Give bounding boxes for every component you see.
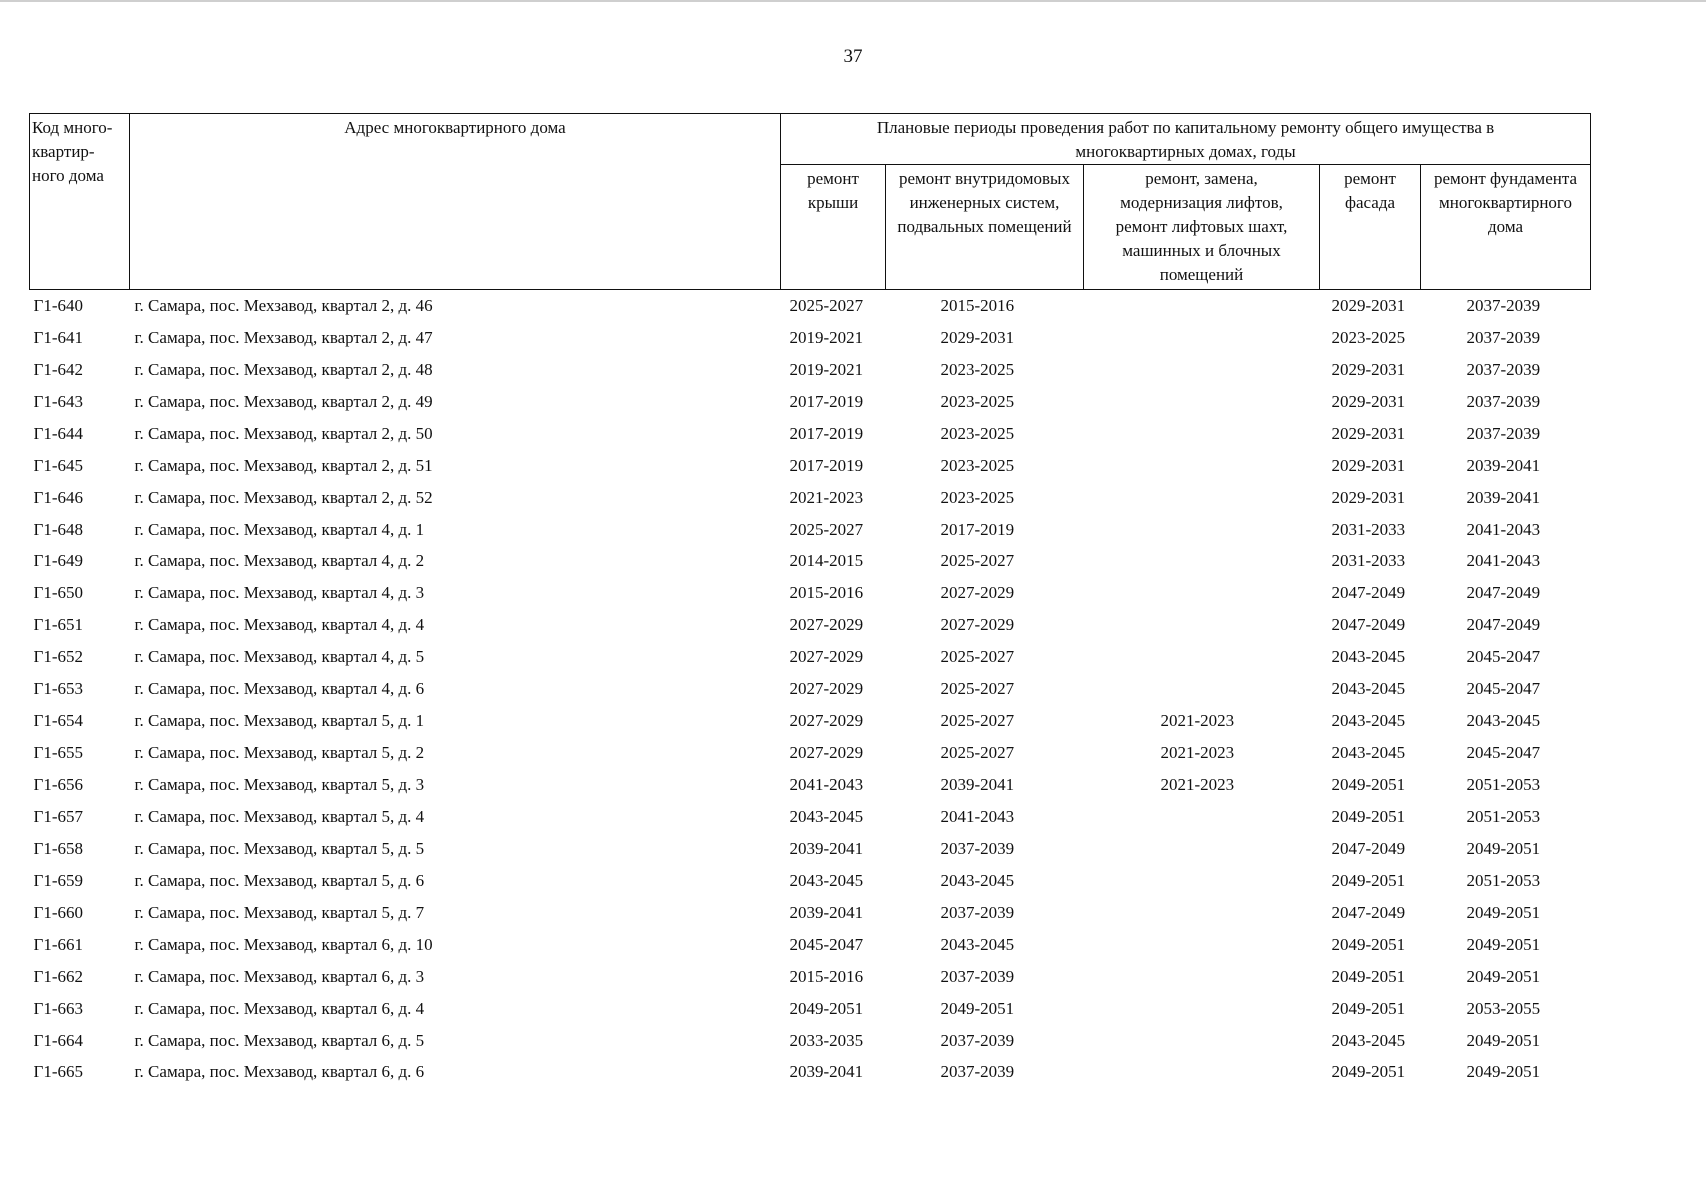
engineering-period-cell: 2043-2045 [940, 870, 1015, 890]
facade-period-cell: 2047-2049 [1331, 615, 1406, 635]
table-row [30, 929, 1591, 961]
table-row [30, 1025, 1591, 1057]
engineering-period-cell: 2043-2045 [940, 934, 1015, 954]
header-engineering: ремонт внутридомовых инженерных систем, подвальных помещений [886, 165, 1084, 290]
table-row [30, 290, 1591, 322]
roof-period-cell: 2014-2015 [789, 551, 864, 571]
foundation-period-cell: 2051-2053 [1466, 870, 1541, 890]
foundation-period-cell: 2037-2039 [1466, 327, 1541, 347]
address-cell: г. Самара, пос. Мехзавод, квартал 5, д. 4 [134, 806, 425, 826]
table-row [30, 769, 1591, 801]
facade-period-cell: 2029-2031 [1331, 391, 1406, 411]
house-code-cell: Г1-642 [33, 359, 83, 379]
facade-period-cell: 2043-2045 [1331, 647, 1406, 667]
roof-period-cell: 2021-2023 [789, 487, 864, 507]
facade-period-cell: 2049-2051 [1331, 934, 1406, 954]
lifts-period-cell [1084, 961, 1320, 993]
facade-period-cell: 2031-2033 [1331, 551, 1406, 571]
table-row [30, 386, 1591, 418]
table-row [30, 705, 1591, 737]
table-row [30, 1057, 1591, 1089]
foundation-period-cell: 2051-2053 [1466, 806, 1541, 826]
roof-period-cell: 2039-2041 [789, 838, 864, 858]
roof-period-cell: 2039-2041 [789, 902, 864, 922]
roof-period-cell: 2027-2029 [789, 743, 864, 763]
table-row [30, 801, 1591, 833]
address-cell: г. Самара, пос. Мехзавод, квартал 2, д. 52 [134, 487, 433, 507]
lifts-period-cell [1084, 1025, 1320, 1057]
page-number: 37 [843, 46, 863, 67]
roof-period-cell: 2019-2021 [789, 359, 864, 379]
lifts-period-cell [1084, 418, 1320, 450]
house-code-cell: Г1-661 [33, 934, 83, 954]
lifts-period-cell [1084, 290, 1320, 322]
facade-period-cell: 2049-2051 [1331, 775, 1406, 795]
lifts-period-cell [1084, 546, 1320, 578]
house-code-cell: Г1-658 [33, 838, 83, 858]
header-roof: ремонт крыши [781, 165, 886, 290]
roof-period-cell: 2043-2045 [789, 870, 864, 890]
lifts-period-cell [1084, 993, 1320, 1025]
house-code-cell: Г1-655 [33, 743, 83, 763]
house-code-cell: Г1-665 [33, 1062, 83, 1082]
foundation-period-cell: 2049-2051 [1466, 934, 1541, 954]
house-code-cell: Г1-643 [33, 391, 83, 411]
facade-period-cell: 2049-2051 [1331, 806, 1406, 826]
lifts-period-cell [1084, 577, 1320, 609]
address-cell: г. Самара, пос. Мехзавод, квартал 6, д. 5 [134, 1030, 425, 1050]
lifts-period-cell: 2021-2023 [1160, 743, 1235, 763]
engineering-period-cell: 2023-2025 [940, 359, 1015, 379]
foundation-period-cell: 2037-2039 [1466, 391, 1541, 411]
lifts-period-cell [1084, 450, 1320, 482]
engineering-period-cell: 2037-2039 [940, 838, 1015, 858]
roof-period-cell: 2049-2051 [789, 998, 864, 1018]
lifts-period-cell [1084, 386, 1320, 418]
table-row [30, 897, 1591, 929]
engineering-period-cell: 2025-2027 [940, 679, 1015, 699]
facade-period-cell: 2043-2045 [1331, 743, 1406, 763]
foundation-period-cell: 2045-2047 [1466, 679, 1541, 699]
facade-period-cell: 2029-2031 [1331, 359, 1406, 379]
address-cell: г. Самара, пос. Мехзавод, квартал 2, д. 50 [134, 423, 433, 443]
house-code-cell: Г1-650 [33, 583, 83, 603]
address-cell: г. Самара, пос. Мехзавод, квартал 2, д. 51 [134, 455, 433, 475]
header-lifts: ремонт, замена, модернизация лифтов, ремонт лифтовых шахт, машинных и блочных помещений [1084, 165, 1320, 290]
house-code-cell: Г1-649 [33, 551, 83, 571]
table-row [30, 577, 1591, 609]
address-cell: г. Самара, пос. Мехзавод, квартал 5, д. 5 [134, 838, 425, 858]
foundation-period-cell: 2049-2051 [1466, 966, 1541, 986]
roof-period-cell: 2033-2035 [789, 1030, 864, 1050]
foundation-period-cell: 2049-2051 [1466, 838, 1541, 858]
roof-period-cell: 2019-2021 [789, 327, 864, 347]
house-code-cell: Г1-656 [33, 775, 83, 795]
address-cell: г. Самара, пос. Мехзавод, квартал 2, д. 48 [134, 359, 433, 379]
house-code-cell: Г1-644 [33, 423, 83, 443]
house-code-cell: Г1-653 [33, 679, 83, 699]
lifts-period-cell [1084, 354, 1320, 386]
address-cell: г. Самара, пос. Мехзавод, квартал 5, д. 3 [134, 775, 425, 795]
lifts-period-cell [1084, 673, 1320, 705]
foundation-period-cell: 2043-2045 [1466, 711, 1541, 731]
facade-period-cell: 2049-2051 [1331, 966, 1406, 986]
engineering-period-cell: 2023-2025 [940, 455, 1015, 475]
house-code-cell: Г1-648 [33, 519, 83, 539]
table-row [30, 514, 1591, 546]
engineering-period-cell: 2017-2019 [940, 519, 1015, 539]
foundation-period-cell: 2047-2049 [1466, 583, 1541, 603]
table-row [30, 865, 1591, 897]
roof-period-cell: 2027-2029 [789, 711, 864, 731]
address-cell: г. Самара, пос. Мехзавод, квартал 6, д. 3 [134, 966, 425, 986]
engineering-period-cell: 2025-2027 [940, 711, 1015, 731]
facade-period-cell: 2043-2045 [1331, 711, 1406, 731]
roof-period-cell: 2039-2041 [789, 1062, 864, 1082]
roof-period-cell: 2015-2016 [789, 583, 864, 603]
roof-period-cell: 2043-2045 [789, 806, 864, 826]
engineering-period-cell: 2025-2027 [940, 551, 1015, 571]
lifts-period-cell [1084, 641, 1320, 673]
facade-period-cell: 2029-2031 [1331, 423, 1406, 443]
lifts-period-cell [1084, 929, 1320, 961]
foundation-period-cell: 2039-2041 [1466, 455, 1541, 475]
table-row [30, 322, 1591, 354]
engineering-period-cell: 2037-2039 [940, 902, 1015, 922]
foundation-period-cell: 2045-2047 [1466, 647, 1541, 667]
facade-period-cell: 2043-2045 [1331, 679, 1406, 699]
house-code-cell: Г1-654 [33, 711, 83, 731]
table-row [30, 993, 1591, 1025]
roof-period-cell: 2017-2019 [789, 455, 864, 475]
house-code-cell: Г1-651 [33, 615, 83, 635]
roof-period-cell: 2027-2029 [789, 647, 864, 667]
address-cell: г. Самара, пос. Мехзавод, квартал 6, д. 6 [134, 1062, 425, 1082]
lifts-period-cell [1084, 897, 1320, 929]
table-row [30, 450, 1591, 482]
address-cell: г. Самара, пос. Мехзавод, квартал 5, д. 1 [134, 711, 425, 731]
foundation-period-cell: 2041-2043 [1466, 519, 1541, 539]
house-code-cell: Г1-662 [33, 966, 83, 986]
facade-period-cell: 2029-2031 [1331, 295, 1406, 315]
foundation-period-cell: 2049-2051 [1466, 902, 1541, 922]
table-row [30, 482, 1591, 514]
roof-period-cell: 2027-2029 [789, 679, 864, 699]
facade-period-cell: 2029-2031 [1331, 487, 1406, 507]
lifts-period-cell [1084, 833, 1320, 865]
table-row [30, 961, 1591, 993]
address-cell: г. Самара, пос. Мехзавод, квартал 5, д. 2 [134, 743, 425, 763]
roof-period-cell: 2017-2019 [789, 423, 864, 443]
engineering-period-cell: 2037-2039 [940, 1030, 1015, 1050]
header-code: Код много- квартир- ного дома [30, 114, 130, 290]
facade-period-cell: 2047-2049 [1331, 583, 1406, 603]
table-body [30, 290, 1591, 1089]
roof-period-cell: 2025-2027 [789, 519, 864, 539]
address-cell: г. Самара, пос. Мехзавод, квартал 5, д. 6 [134, 870, 425, 890]
house-code-cell: Г1-660 [33, 902, 83, 922]
engineering-period-cell: 2023-2025 [940, 423, 1015, 443]
lifts-period-cell [1084, 1057, 1320, 1089]
foundation-period-cell: 2049-2051 [1466, 1030, 1541, 1050]
house-code-cell: Г1-645 [33, 455, 83, 475]
house-code-cell: Г1-641 [33, 327, 83, 347]
roof-period-cell: 2017-2019 [789, 391, 864, 411]
house-code-cell: Г1-640 [33, 295, 83, 315]
table-row [30, 673, 1591, 705]
house-code-cell: Г1-663 [33, 998, 83, 1018]
lifts-period-cell [1084, 322, 1320, 354]
address-cell: г. Самара, пос. Мехзавод, квартал 4, д. 2 [134, 551, 425, 571]
foundation-period-cell: 2039-2041 [1466, 487, 1541, 507]
engineering-period-cell: 2049-2051 [940, 998, 1015, 1018]
scan-edge [0, 0, 1706, 2]
address-cell: г. Самара, пос. Мехзавод, квартал 4, д. 5 [134, 647, 425, 667]
engineering-period-cell: 2039-2041 [940, 775, 1015, 795]
foundation-period-cell: 2041-2043 [1466, 551, 1541, 571]
engineering-period-cell: 2023-2025 [940, 487, 1015, 507]
lifts-period-cell [1084, 514, 1320, 546]
foundation-period-cell: 2037-2039 [1466, 423, 1541, 443]
engineering-period-cell: 2025-2027 [940, 647, 1015, 667]
table-header [30, 114, 1591, 290]
engineering-period-cell: 2023-2025 [940, 391, 1015, 411]
lifts-period-cell [1084, 609, 1320, 641]
facade-period-cell: 2047-2049 [1331, 902, 1406, 922]
address-cell: г. Самара, пос. Мехзавод, квартал 2, д. 49 [134, 391, 433, 411]
engineering-period-cell: 2025-2027 [940, 743, 1015, 763]
engineering-period-cell: 2037-2039 [940, 1062, 1015, 1082]
roof-period-cell: 2027-2029 [789, 615, 864, 635]
engineering-period-cell: 2037-2039 [940, 966, 1015, 986]
facade-period-cell: 2049-2051 [1331, 870, 1406, 890]
address-cell: г. Самара, пос. Мехзавод, квартал 2, д. 46 [134, 295, 433, 315]
house-code-cell: Г1-657 [33, 806, 83, 826]
table-row [30, 737, 1591, 769]
facade-period-cell: 2023-2025 [1331, 327, 1406, 347]
address-cell: г. Самара, пос. Мехзавод, квартал 4, д. 1 [134, 519, 425, 539]
foundation-period-cell: 2037-2039 [1466, 359, 1541, 379]
address-cell: г. Самара, пос. Мехзавод, квартал 4, д. 3 [134, 583, 425, 603]
house-code-cell: Г1-652 [33, 647, 83, 667]
lifts-period-cell [1084, 482, 1320, 514]
foundation-period-cell: 2037-2039 [1466, 295, 1541, 315]
facade-period-cell: 2029-2031 [1331, 455, 1406, 475]
table-row [30, 641, 1591, 673]
foundation-period-cell: 2051-2053 [1466, 775, 1541, 795]
lifts-period-cell [1084, 865, 1320, 897]
roof-period-cell: 2045-2047 [789, 934, 864, 954]
header-periods: Плановые периоды проведения работ по капитальному ремонту общего имущества в многоквартирных домах, годы [781, 114, 1591, 165]
roof-period-cell: 2015-2016 [789, 966, 864, 986]
header-address: Адрес многоквартирного дома [130, 114, 781, 290]
address-cell: г. Самара, пос. Мехзавод, квартал 2, д. 47 [134, 327, 433, 347]
facade-period-cell: 2047-2049 [1331, 838, 1406, 858]
table-row [30, 609, 1591, 641]
facade-period-cell: 2049-2051 [1331, 1062, 1406, 1082]
address-cell: г. Самара, пос. Мехзавод, квартал 5, д. 7 [134, 902, 425, 922]
foundation-period-cell: 2045-2047 [1466, 743, 1541, 763]
address-cell: г. Самара, пос. Мехзавод, квартал 6, д. 10 [134, 934, 433, 954]
lifts-period-cell: 2021-2023 [1160, 711, 1235, 731]
address-cell: г. Самара, пос. Мехзавод, квартал 6, д. 4 [134, 998, 425, 1018]
facade-period-cell: 2043-2045 [1331, 1030, 1406, 1050]
lifts-period-cell [1084, 801, 1320, 833]
repair-schedule-table [29, 113, 1591, 1088]
engineering-period-cell: 2015-2016 [940, 295, 1015, 315]
table-row [30, 833, 1591, 865]
engineering-period-cell: 2041-2043 [940, 806, 1015, 826]
house-code-cell: Г1-664 [33, 1030, 83, 1050]
lifts-period-cell: 2021-2023 [1160, 775, 1235, 795]
foundation-period-cell: 2047-2049 [1466, 615, 1541, 635]
foundation-period-cell: 2053-2055 [1466, 998, 1541, 1018]
header-facade: ремонт фасада [1320, 165, 1421, 290]
address-cell: г. Самара, пос. Мехзавод, квартал 4, д. 6 [134, 679, 425, 699]
house-code-cell: Г1-646 [33, 487, 83, 507]
header-foundation: ремонт фундамента многоквартирного дома [1421, 165, 1591, 290]
facade-period-cell: 2031-2033 [1331, 519, 1406, 539]
foundation-period-cell: 2049-2051 [1466, 1062, 1541, 1082]
engineering-period-cell: 2029-2031 [940, 327, 1015, 347]
roof-period-cell: 2041-2043 [789, 775, 864, 795]
facade-period-cell: 2049-2051 [1331, 998, 1406, 1018]
table-row [30, 418, 1591, 450]
table-row [30, 354, 1591, 386]
engineering-period-cell: 2027-2029 [940, 583, 1015, 603]
engineering-period-cell: 2027-2029 [940, 615, 1015, 635]
roof-period-cell: 2025-2027 [789, 295, 864, 315]
house-code-cell: Г1-659 [33, 870, 83, 890]
address-cell: г. Самара, пос. Мехзавод, квартал 4, д. 4 [134, 615, 425, 635]
table-row [30, 546, 1591, 578]
